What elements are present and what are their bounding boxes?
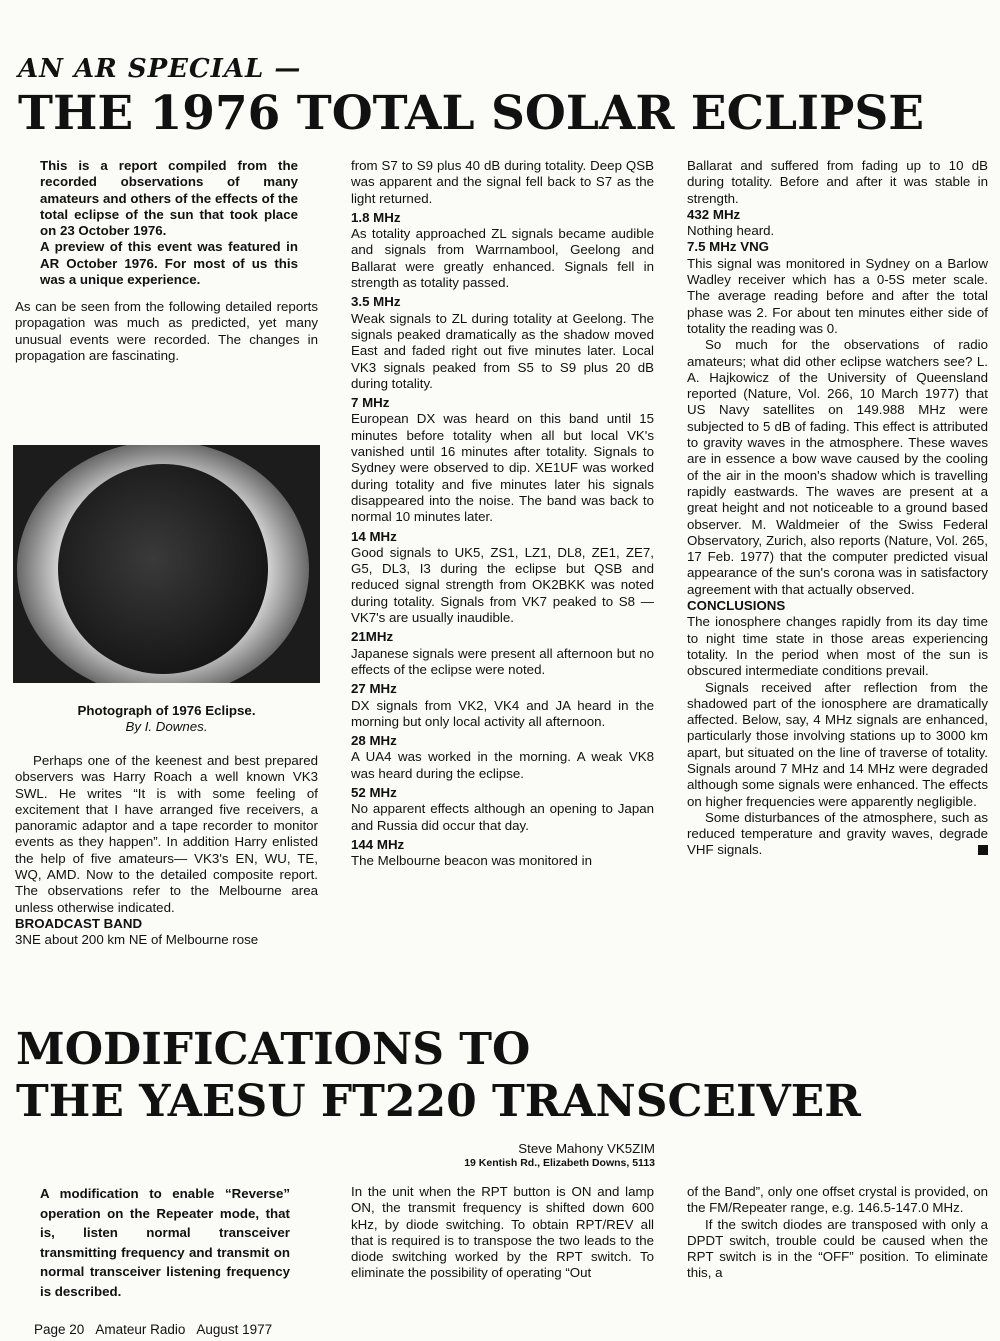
eclipse-photo: [13, 445, 320, 683]
section-heading: 52 MHz: [351, 784, 397, 800]
closing-text: Some disturbances of the atmosphere, such as reduced temperature and gravity waves, degrade VHF signals.: [687, 809, 988, 858]
section-heading: 27 MHz: [351, 681, 397, 697]
section-heading: 1.8 MHz: [351, 209, 401, 225]
page-footer: [34, 1322, 280, 1337]
body-paragraph: from S7 to S9 plus 40 dB during totality. Deep QSB was apparent and the signal fell back to S7 as the light returned.: [351, 158, 654, 206]
article-2-intro: [40, 1184, 290, 1302]
page-number: Page 20: [34, 1322, 85, 1337]
body-paragraph: So much for the observations of radio amateurs; what did other eclipse watchers see? L. A. Hajkowicz of the University of Queensland reported (Nature, Vol. 266, 10 March 1977) that US Navy satellites on 149.988 MHz were subjected to 5 dB of fading. This effect is attributed to gravity waves in the atmosphere. These waves are in essence a bow wave caused by the cooling of the air in the moon's shadow which is travelling rapidly eastwards. The waves are present at a great height and not noticeable to a ground based observer. M. Waldmeier of the Swiss Federal Observatory, Zurich, also reports (Nature, Vol. 265, 17 Feb. 1977) that the computer predicted visual appearance of the sun's corona was in satisfactory agreement with that actually observed.: [687, 337, 988, 597]
body-paragraph: of the Band”, only one offset crystal is provided, on the FM/Repeater range, e.g. 146.5-147.0 MHz.: [687, 1184, 988, 1216]
section-heading: 432 MHz: [687, 206, 741, 222]
body-paragraph: [687, 810, 988, 859]
column-3: [687, 158, 988, 859]
section-heading: 144 MHz: [351, 836, 405, 852]
body-paragraph: Japanese signals were present all afternoon but no effects of the eclipse were noted.: [351, 645, 654, 677]
body-paragraph: European DX was heard on this band until 15 minutes before totality when all but local VK's vanished until 16 minutes after totality. Signals to Sydney were observed to dip. XE1UF was worked during totality and five minutes later his signals disappeared into the noise. The band was back to normal 10 minutes later.: [351, 411, 654, 525]
section-heading: CONCLUSIONS: [687, 598, 786, 614]
body-paragraph: If the switch diodes are transposed with only a DPDT switch, trouble could be caused when the RPT switch is in the “OFF” position. To eliminate this, a: [687, 1216, 988, 1281]
column-2: [351, 158, 654, 869]
body-paragraph: Signals received after reflection from the shadowed part of the ionosphere are dramatically affected. Below, say, 4 MHz signals are enhanced, particularly those involving stations up to 3000 km apart, but situated on the line of traverse of totality. Signals around 7 MHz and 14 MHz were degraded although some signals were enhanced. The effects on higher frequencies were apparently negligible.: [687, 679, 988, 809]
article-2-column-3: [687, 1184, 988, 1282]
section-heading: 7 MHz: [351, 395, 390, 411]
body-paragraph: In the unit when the RPT button is ON and lamp ON, the transmit frequency is shifted down 600 kHz, by diode switching. To obtain RPT/REV all that is required is to transpose the two leads to the diode switching worked by the RPT switch. To eliminate the possibility of operating “Out: [351, 1184, 654, 1281]
end-mark-icon: [978, 845, 988, 855]
intro-paragraph: This is a report compiled from the recorded observations of many amateurs and others of the effects of the total eclipse of the sun that took place on 23 October 1976.: [40, 158, 298, 239]
article-2-column-2: [351, 1184, 654, 1282]
body-paragraph: Ballarat and suffered from fading up to 10 dB during totality. Before and after it was stable in strength.: [687, 158, 988, 206]
photo-caption: Photograph of 1976 Eclipse.: [77, 703, 256, 718]
body-paragraph: The Melbourne beacon was monitored in: [351, 853, 592, 869]
body-paragraph: Good signals to UK5, ZS1, LZ1, DL8, ZE1, ZE7, G5, DL3, I3 during the eclipse but QSB and reduced signal strength from OK2BKK was noted during totality. Signals from VK7 peaked to S8 — VK7's are usually inaudible.: [351, 544, 654, 626]
column-1-bottom: [15, 753, 318, 949]
body-paragraph: 3NE about 200 km NE of Melbourne rose: [15, 932, 259, 948]
section-heading: 21MHz: [351, 629, 394, 645]
author-name: Steve Mahony VK5ZIM: [518, 1141, 655, 1156]
article-intro: [40, 158, 298, 288]
article-2-title-line-1: MODIFICATIONS TO: [16, 1024, 531, 1075]
column-1-top: [15, 299, 318, 364]
section-heading: 14 MHz: [351, 528, 397, 544]
body-paragraph: As totality approached ZL signals became audible and signals from Warrnambool, Geelong and Ballarat were greatly enhanced. Signals fell in strength as totality passed.: [351, 226, 654, 291]
article-2-title-line-2: THE YAESU FT220 TRANSCEIVER: [16, 1076, 861, 1127]
section-heading: 7.5 MHz VNG: [687, 239, 770, 255]
section-heading: 3.5 MHz: [351, 294, 401, 310]
body-paragraph: This signal was monitored in Sydney on a Barlow Wadley receiver which has a 0-5S meter scale. The average reading before and after the total phase was 2. For about ten minutes either side of totality the reading was 0.: [687, 255, 988, 336]
body-paragraph: A UA4 was worked in the morning. A weak VK8 was heard during the eclipse.: [351, 749, 654, 781]
publication-name: Amateur Radio: [95, 1322, 186, 1337]
body-paragraph: Perhaps one of the keenest and best prepared observers was Harry Roach a well known VK3 SWL. He writes “It is with some feeling of excitement that I have arranged five receivers, a panoramic adaptor and a tape recorder to monitor events as they happen”. In addition Harry enlisted the help of five amateurs— VK3's EN, WU, TE, WQ, AMD. Now to the detailed composite report. The observations refer to the Melbourne area unless otherwise indicated.: [15, 753, 318, 915]
body-paragraph: As can be seen from the following detailed reports propagation was much as predicted, yet many unusual events were recorded. The changes in propagation are fascinating.: [15, 299, 318, 363]
body-paragraph: DX signals from VK2, VK4 and JA heard in the morning but only local activity all afternoon.: [351, 697, 654, 729]
issue-date: August 1977: [196, 1322, 273, 1337]
article-kicker: AN AR SPECIAL —: [18, 54, 302, 84]
body-paragraph: Nothing heard.: [687, 223, 775, 239]
author-address: 19 Kentish Rd., Elizabeth Downs, 5113: [464, 1157, 655, 1169]
intro-paragraph: A preview of this event was featured in AR October 1976. For most of us this was a unique experience.: [40, 239, 298, 288]
body-paragraph: Weak signals to ZL during totality at Geelong. The signals peaked dramatically as the shadow moved East and faded right out five minutes later. Local VK3 signals peaked from S5 to S9 plus 20 dB during totality.: [351, 310, 654, 391]
body-paragraph: The ionosphere changes rapidly from its day time to night time state in those areas experiencing totality. In the period when most of the sun is obscured intermediate conditions prevail.: [687, 614, 988, 679]
photo-credit: By I. Downes.: [125, 719, 208, 734]
article-title: THE 1976 TOTAL SOLAR ECLIPSE: [18, 86, 925, 141]
intro-paragraph: A modification to enable “Reverse” operation on the Repeater mode, that is, listen normal transceiver transmitting frequency and transmit on normal transceiver listening frequency is described.: [40, 1186, 290, 1299]
section-heading: BROADCAST BAND: [15, 915, 143, 931]
body-paragraph: No apparent effects although an opening to Japan and Russia did occur that day.: [351, 801, 654, 833]
section-heading: 28 MHz: [351, 733, 397, 749]
